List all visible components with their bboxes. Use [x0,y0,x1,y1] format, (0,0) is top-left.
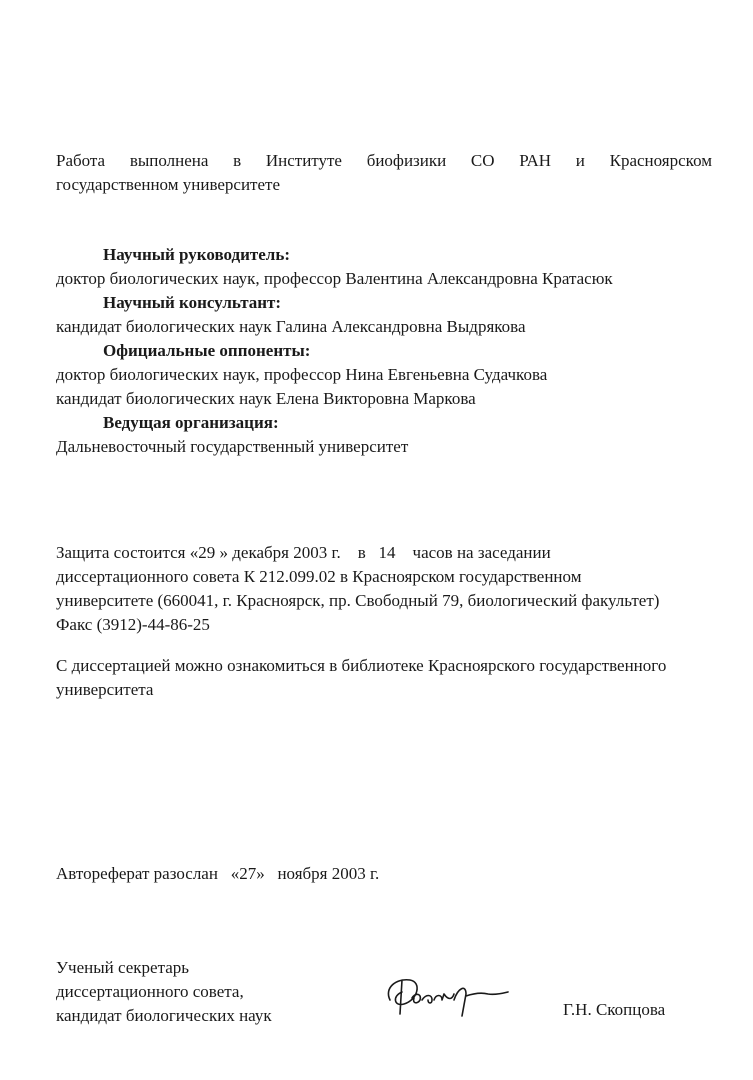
consultant-text: кандидат биологических наук Галина Александровна Выдрякова [56,317,526,336]
fax-line: Факс (3912)-44-86-25 [56,615,210,634]
secretary-name: Г.Н. Скопцова [563,1000,666,1019]
secretary-line-2: диссертационного совета, [56,982,244,1001]
defense-line-2: диссертационного совета К 212.099.02 в Красноярском государственном [56,567,582,586]
library-line-1: С диссертацией можно ознакомиться в библиотеке Красноярского государственного [56,656,667,675]
secretary-line-1: Ученый секретарь [56,958,190,977]
supervisor-text: доктор биологических наук, профессор Валентина Александровна Кратасюк [56,269,613,288]
secretary-block [56,956,272,1028]
mailed-line: Автореферат разослан «27» ноября 2003 г. [56,864,380,883]
defense-paragraph [56,541,659,637]
defense-line-1: Защита состоится «29 » декабря 2003 г. в 14 часов на заседании [56,543,551,562]
org-label: Ведущая организация: [103,413,279,432]
opponents-label: Официальные оппоненты: [103,341,311,360]
intro-line-1: Работа выполнена в Институте биофизики СО РАН и Красноярском [56,151,712,170]
consultant-label: Научный консультант: [103,293,282,312]
library-line-2: университета [56,680,154,699]
intro-paragraph [56,149,712,197]
supervisor-label: Научный руководитель: [103,245,290,264]
opponent-2-text: кандидат биологических наук Елена Викторовна Маркова [56,389,476,408]
handwritten-signature [382,970,512,1020]
secretary-line-3: кандидат биологических наук [56,1006,272,1025]
defense-line-3: университете (660041, г. Красноярск, пр. Свободный 79, биологический факультет) [56,591,660,610]
intro-line-2: государственном университете [56,175,281,194]
library-paragraph [56,654,666,702]
org-text: Дальневосточный государственный университет [56,437,409,456]
staff-section [56,243,613,459]
opponent-1-text: доктор биологических наук, профессор Нина Евгеньевна Судачкова [56,365,548,384]
